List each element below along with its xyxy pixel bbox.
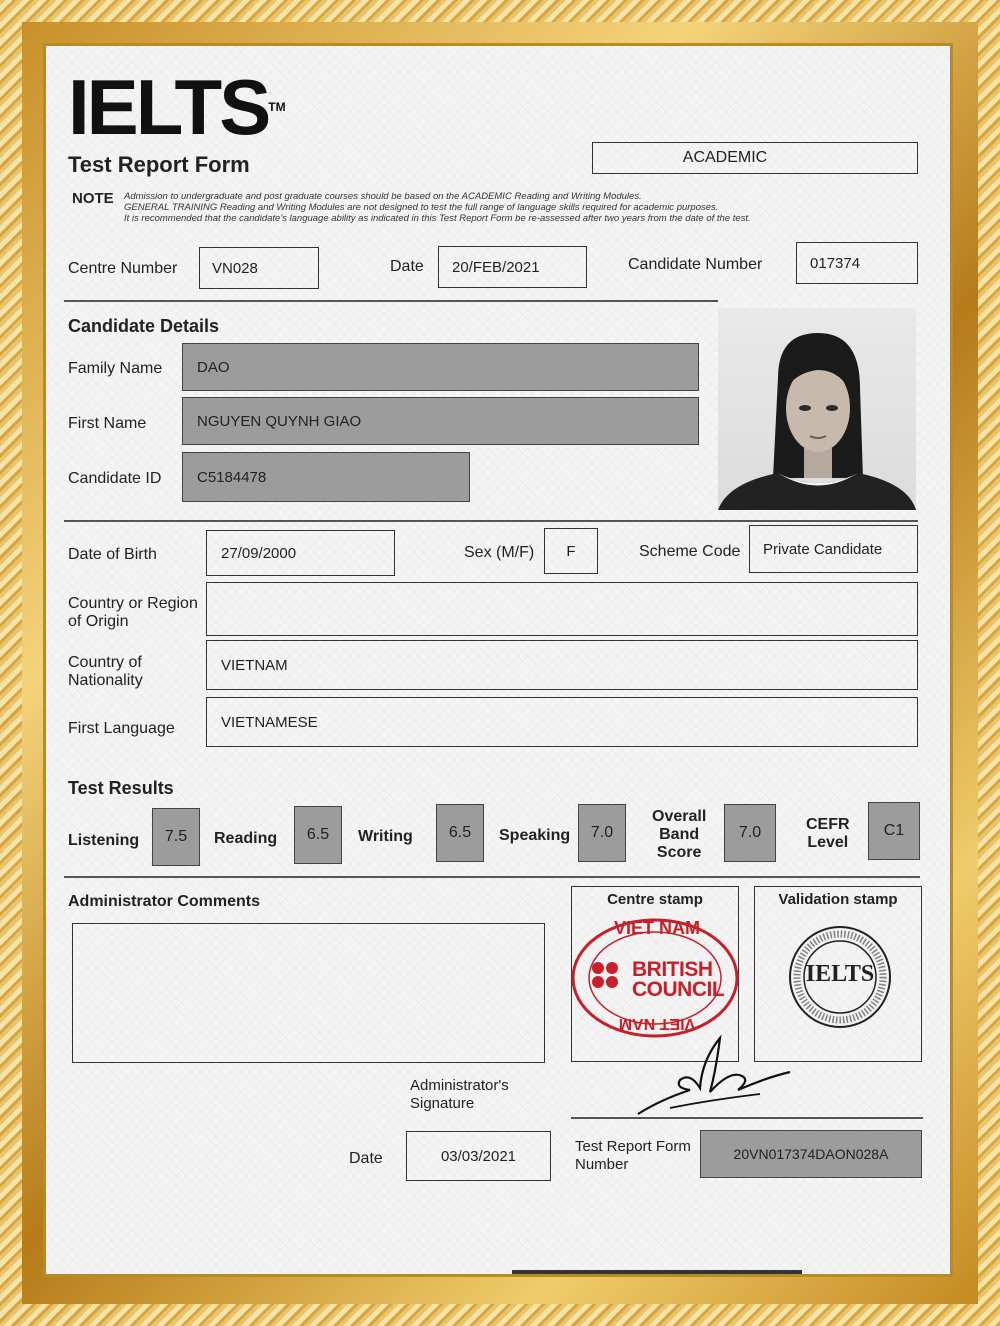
origin-label-line-1: Country or Region [68, 595, 198, 612]
dob-label: Date of Birth [68, 546, 157, 563]
sex-field [544, 528, 598, 574]
admin-comments-box [72, 923, 545, 1063]
cefr-label-line-2: Level [807, 834, 849, 851]
speaking-value: 7.0 [590, 824, 614, 841]
nationality-label-line-1: Country of [68, 654, 142, 671]
admin-comments-label: Administrator Comments [68, 893, 261, 910]
cefr-level-value: C1 [883, 822, 905, 839]
reading-value: 6.5 [306, 826, 330, 843]
signature-label-line-2: Signature [410, 1095, 475, 1112]
scheme-code-value: Private Candidate [763, 540, 883, 558]
trf-number-field [700, 1130, 922, 1178]
divider-3 [64, 876, 920, 878]
module-box [592, 142, 918, 174]
family-name-value: DAO [197, 358, 230, 376]
scheme-code-field [749, 525, 918, 573]
note-text [124, 191, 884, 224]
trf-number-label [575, 1138, 691, 1174]
overall-label-line-3: Score [656, 844, 702, 861]
trademark: TM [268, 100, 286, 114]
first-name-field [182, 397, 699, 445]
nationality-field [206, 640, 918, 690]
note-label: NOTE [72, 190, 114, 207]
logo-text: IELTS [68, 63, 269, 151]
admin-date-label: Date [349, 1150, 383, 1167]
family-name-label: Family Name [68, 360, 163, 377]
reading-score [294, 806, 342, 864]
stamp-bottom-text: VIET NAM [618, 1015, 696, 1032]
sex-label: Sex (M/F) [464, 544, 535, 561]
module-value: ACADEMIC [682, 149, 768, 166]
nationality-value: VIETNAM [221, 656, 288, 674]
first-language-label: First Language [68, 720, 175, 737]
dob-field [206, 530, 395, 576]
signature-label [410, 1077, 509, 1113]
origin-label-line-2: of Origin [68, 613, 129, 630]
signature-label-line-1: Administrator's [410, 1077, 509, 1094]
candidate-photo [718, 308, 916, 510]
overall-band-score [724, 804, 776, 862]
cefr-level-score [868, 802, 920, 860]
note-line-3: It is recommended that the candidate's language ability as indicated in this Test Report Form be re-assessed after two years from the date of the test. [124, 213, 751, 224]
candidate-id-label: Candidate ID [68, 470, 162, 487]
scheme-code-label: Scheme Code [639, 543, 741, 560]
divider-1 [64, 300, 718, 302]
speaking-score [578, 804, 626, 862]
administrator-signature [630, 1030, 800, 1120]
writing-value: 6.5 [448, 824, 472, 841]
candidate-id-value: C5184478 [197, 468, 267, 486]
listening-value: 7.5 [164, 828, 188, 845]
nationality-label-line-2: Nationality [68, 672, 143, 689]
trf-label-line-2: Number [575, 1156, 629, 1173]
trf-number-value: 20VN017374DAON028A [733, 1146, 889, 1162]
candidate-number-field [796, 242, 918, 284]
centre-number-field [199, 247, 319, 289]
first-name-label: First Name [68, 415, 147, 432]
validation-logo: IELTS [805, 961, 875, 987]
admin-date-value: 03/03/2021 [440, 1147, 517, 1165]
centre-number-label: Centre Number [68, 260, 178, 277]
date-field [438, 246, 587, 288]
dob-value: 27/09/2000 [221, 544, 297, 562]
candidate-number-value: 017374 [810, 254, 861, 272]
test-results-heading: Test Results [68, 778, 174, 798]
origin-field [206, 582, 918, 636]
speaking-label: Speaking [499, 827, 571, 844]
cefr-label-line-1: CEFR [806, 816, 850, 833]
candidate-details-heading: Candidate Details [68, 316, 220, 336]
form-title: Test Report Form [68, 152, 250, 177]
footer-logo-fragment [512, 1262, 802, 1274]
date-value: 20/FEB/2021 [452, 258, 540, 276]
signature-line [571, 1117, 923, 1119]
writing-score [436, 804, 484, 862]
candidate-number-label: Candidate Number [628, 256, 763, 273]
ielts-logo [68, 63, 286, 151]
admin-date-field [406, 1131, 551, 1181]
first-language-value: VIETNAMESE [221, 713, 318, 731]
first-name-value: NGUYEN QUYNH GIAO [197, 412, 362, 430]
overall-label-line-2: Band [659, 826, 700, 843]
sex-value: F [566, 542, 576, 560]
signature-scribble [630, 1030, 800, 1120]
divider-2 [64, 520, 918, 522]
overall-band-label [652, 808, 706, 862]
stamp-top-text: VIET NAM [613, 918, 700, 938]
nationality-label [68, 654, 143, 690]
stamp-name-line-2: COUNCIL [632, 978, 725, 1001]
centre-number-value: VN028 [212, 259, 258, 277]
overall-band-value: 7.0 [738, 824, 762, 841]
date-label: Date [390, 258, 424, 275]
origin-label [68, 595, 198, 631]
writing-label: Writing [358, 828, 413, 845]
listening-label: Listening [68, 832, 140, 849]
test-report-form [46, 46, 950, 1274]
cefr-label [806, 816, 850, 852]
centre-stamp-label: Centre stamp [607, 891, 703, 908]
candidate-id-field [182, 452, 470, 502]
reading-label: Reading [214, 830, 278, 847]
overall-label-line-1: Overall [652, 808, 707, 825]
family-name-field [182, 343, 699, 391]
note-line-1: Admission to undergraduate and post graduate courses should be based on the ACADEMIC Reading and Writing Modules. [124, 191, 642, 202]
first-language-field [206, 697, 918, 747]
stamp-name-line-1: BRITISH [632, 958, 713, 981]
trf-label-line-1: Test Report Form [575, 1138, 691, 1155]
portrait-image [718, 308, 916, 510]
validation-stamp-label: Validation stamp [778, 891, 898, 908]
listening-score [152, 808, 200, 866]
note-line-2: GENERAL TRAINING Reading and Writing Modules are not designed to test the full range of language skills required for academic purposes. [124, 202, 719, 213]
